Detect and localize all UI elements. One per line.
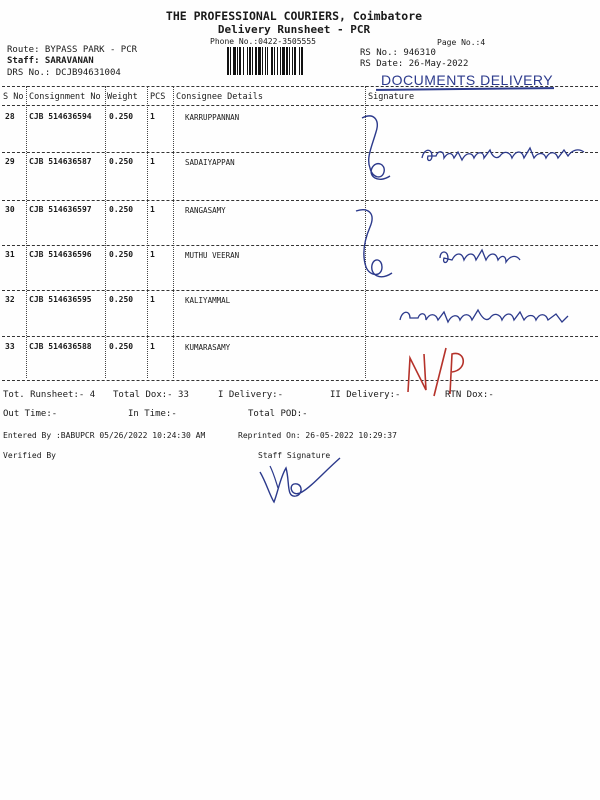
row-pcs: 1 [150, 250, 155, 259]
row-weight: 0.250 [109, 342, 134, 351]
barcode-bar [299, 47, 300, 75]
staff-signature [256, 452, 346, 512]
column-separator [105, 86, 106, 378]
signature-row-28-29 [352, 110, 422, 190]
row-consignment: CJB 514636597 [29, 205, 92, 214]
table-bottom-rule [2, 380, 598, 381]
column-separator [26, 86, 27, 378]
barcode-bar [258, 47, 261, 75]
table-top-rule [2, 86, 598, 87]
row-consignee: MUTHU VEERAN [185, 251, 240, 260]
row-weight: 0.250 [109, 205, 134, 214]
out-time: Out Time:- [3, 409, 58, 419]
row-sno: 31 [5, 250, 15, 259]
phone-number: Phone No.:0422-3505555 [210, 37, 316, 46]
row-weight: 0.250 [109, 112, 134, 121]
barcode-bar [233, 47, 236, 75]
barcode-bar [301, 47, 303, 75]
row-weight: 0.250 [109, 157, 134, 166]
column-header-signature: Signature [368, 92, 415, 102]
header-bottom-rule [2, 105, 598, 106]
row-pcs: 1 [150, 205, 155, 214]
documents-delivery-stamp: DOCUMENTS DELIVERY [381, 72, 554, 88]
row-sno: 33 [5, 342, 15, 351]
barcode-bar [289, 47, 290, 75]
row-pcs: 1 [150, 157, 155, 166]
barcode-bar [271, 47, 273, 75]
barcode-bar [230, 47, 231, 75]
barcode-bar [243, 47, 244, 75]
column-header-weight: Weight [107, 92, 138, 102]
row-consignment: CJB 514636594 [29, 112, 92, 121]
total-pod: Total POD:- [248, 409, 308, 419]
row-sno: 32 [5, 295, 15, 304]
row-weight: 0.250 [109, 250, 134, 259]
row-consignee: KARRUPPANNAN [185, 113, 240, 122]
route-label: Route: BYPASS PARK - PCR [7, 45, 138, 55]
barcode-bar [252, 47, 253, 75]
barcode-bar [249, 47, 251, 75]
row-consignment: CJB 514636587 [29, 157, 92, 166]
row-consignee: RANGASAMY [185, 206, 226, 215]
signature-row-30-31 [352, 205, 422, 290]
barcode-bar [255, 47, 257, 75]
rs-number: RS No.: 946310 [360, 48, 436, 58]
not-present-mark [400, 340, 470, 400]
barcode-bar [262, 47, 263, 75]
row-rule [2, 336, 598, 337]
rs-date: RS Date: 26-May-2022 [360, 59, 469, 69]
row-pcs: 1 [150, 342, 155, 351]
in-time: In Time:- [128, 409, 177, 419]
column-header-sno: S No [3, 92, 24, 102]
row-sno: 28 [5, 112, 15, 121]
row-pcs: 1 [150, 295, 155, 304]
rtn-dox: RTN Dox:- [445, 390, 494, 400]
row-consignment: CJB 514636596 [29, 250, 92, 259]
verified-by: Verified By [3, 451, 56, 460]
staff-label: Staff: SARAVANAN [7, 56, 94, 66]
row-consignment: CJB 514636595 [29, 295, 92, 304]
ii-delivery: II Delivery:- [330, 390, 401, 400]
row-rule [2, 290, 598, 291]
column-header-pcs: PCS [150, 92, 166, 102]
total-runsheet: Tot. Runsheet:- 4 [3, 390, 96, 400]
barcode-bar [292, 47, 293, 75]
row-consignee: KUMARASAMY [185, 343, 231, 352]
row-weight: 0.250 [109, 295, 134, 304]
tamil-signature-row-31 [436, 242, 526, 272]
row-sno: 30 [5, 205, 15, 214]
barcode-bar [280, 47, 281, 75]
i-delivery: I Delivery:- [218, 390, 284, 400]
document-title: Delivery Runsheet - PCR [217, 23, 371, 36]
barcode-bar [277, 47, 278, 75]
barcode-bar [267, 47, 268, 75]
barcode-bar [227, 47, 229, 75]
barcode-bar [265, 47, 266, 75]
drs-number: DRS No.: DCJB94631004 [7, 68, 121, 78]
row-sno: 29 [5, 157, 15, 166]
entered-by: Entered By :BABUPCR 05/26/2022 10:24:30 AM [3, 431, 206, 440]
barcode-bar [282, 47, 285, 75]
reprinted-on: Reprinted On: 26-05-2022 10:29:37 [238, 431, 397, 440]
column-separator [147, 86, 148, 378]
barcode-bar [237, 47, 238, 75]
barcode-bar [239, 47, 241, 75]
barcode-bar [286, 47, 288, 75]
company-name: THE PROFESSIONAL COURIERS, Coimbatore [165, 9, 423, 23]
barcode-bar [294, 47, 296, 75]
row-pcs: 1 [150, 112, 155, 121]
tamil-signature-row-29 [418, 140, 588, 170]
barcode [226, 47, 350, 75]
barcode-bar [274, 47, 275, 75]
row-rule [2, 200, 598, 201]
total-dox: Total Dox:- 33 [113, 390, 189, 400]
page-number: Page No.:4 [437, 38, 486, 47]
barcode-bar [247, 47, 248, 75]
column-separator [173, 86, 174, 378]
row-consignee: SADAIYAPPAN [185, 158, 235, 167]
staff-signature-label: Staff Signature [258, 451, 331, 460]
column-header-consignment: Consignment No [29, 92, 101, 102]
column-header-consignee: Consignee Details [176, 92, 263, 102]
not-present-text: N/P [400, 340, 402, 341]
tamil-signature-row-32 [396, 302, 576, 332]
row-consignee: KALIYAMMAL [185, 296, 231, 305]
row-consignment: CJB 514636588 [29, 342, 92, 351]
